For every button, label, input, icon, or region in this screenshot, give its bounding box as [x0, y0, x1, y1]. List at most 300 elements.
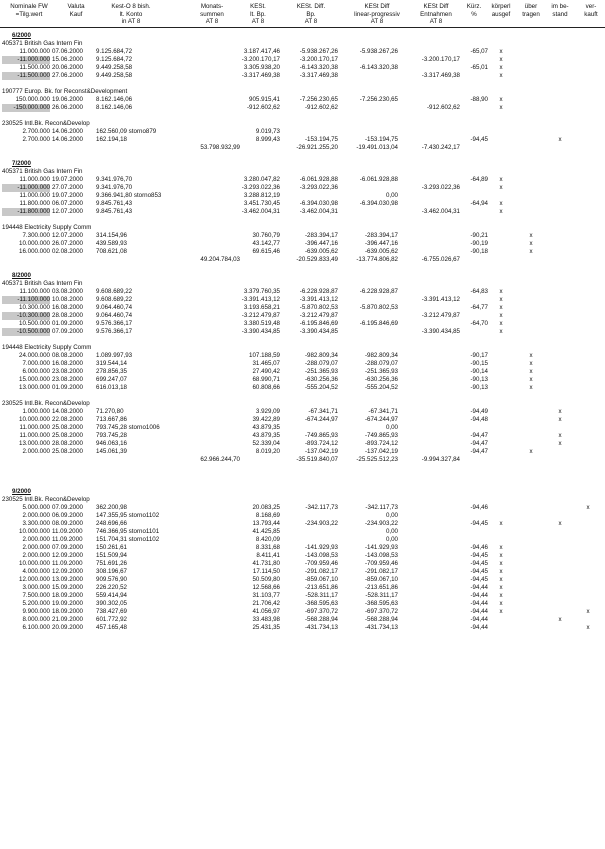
table-row [0, 240, 605, 248]
cell-bp: -3.212.479,87 [241, 312, 280, 319]
cell-kz: -94,45 [470, 576, 488, 583]
cell-bp: 3.280.047,82 [243, 176, 280, 183]
cell-v: 03.08.2000 [52, 288, 83, 295]
cell-bp: 39.422,89 [252, 416, 280, 423]
security-title [0, 40, 605, 48]
cell-n: -150.000.000 [2, 104, 50, 112]
table-row [0, 440, 605, 448]
cell-vk: x [586, 608, 590, 615]
security-name: 405371 British Gas Intern Fin [2, 40, 83, 47]
cell-diff: -3.212.479,87 [299, 312, 338, 319]
cell-bp: 31.103,77 [252, 592, 280, 599]
cell-bp: 12.568,66 [252, 584, 280, 591]
month-section-title [0, 488, 605, 496]
cell-n: 5.200.000 [22, 600, 50, 607]
cell-n: 11.000.000 [19, 48, 50, 55]
cell-n: 11.000.000 [19, 432, 50, 439]
cell-bp: 60.808,66 [252, 384, 280, 391]
cell-ue: x [529, 384, 533, 391]
security-title [0, 120, 605, 128]
cell-v: 27.07.2000 [52, 184, 83, 191]
cell-v: 14.06.2000 [52, 136, 83, 143]
cell-lin: -639.005,62 [364, 248, 398, 255]
security-name: 190777 Europ. Bk. for Reconst&Development [2, 88, 128, 95]
cell-diff: -431.734,13 [304, 624, 338, 631]
cell-n: 11.800.000 [19, 200, 50, 207]
security-title [0, 88, 605, 96]
cell-diff: -709.959,46 [304, 560, 338, 567]
cell-bp: 31.465,07 [252, 360, 280, 367]
cell-n: 2.000.000 [22, 552, 50, 559]
cell-bp: 41.425,85 [252, 528, 280, 535]
cell-kest: 9.608.689,22 [96, 288, 133, 295]
cell-kest: 151.509,94 [96, 552, 127, 559]
cell-kz: -88,90 [470, 96, 488, 103]
cell-kest: 248.696,66 [96, 520, 127, 527]
cell-kest: 8.162.146,06 [96, 104, 133, 111]
cell-kz: -94,49 [470, 408, 488, 415]
table-row [0, 608, 605, 616]
cell-v: 07.09.2000 [52, 504, 83, 511]
cell-v: 23.08.2000 [52, 376, 83, 383]
cell-lin: -25.525.512,23 [356, 456, 398, 463]
cell-kz: -90,13 [470, 376, 488, 383]
cell-lin: -6.394.030,98 [359, 200, 398, 207]
header-uebertragen: über tragen [522, 3, 540, 18]
month-label: 8/2000 [12, 272, 31, 279]
cell-ent: -3.391.413,12 [421, 296, 460, 303]
cell-diff: -137.042,19 [304, 448, 338, 455]
cell-n: 24.000.000 [19, 352, 50, 359]
cell-ib: x [558, 440, 562, 447]
cell-ka: x [499, 184, 503, 191]
cell-n: 13.000.000 [19, 384, 50, 391]
cell-ka: x [499, 208, 503, 215]
cell-bp: 8.420,09 [255, 536, 280, 543]
cell-ka: x [499, 584, 503, 591]
cell-n: 11.500.000 [19, 64, 50, 71]
cell-n: 6.000.000 [22, 368, 50, 375]
month-label: 6/2000 [12, 32, 31, 39]
cell-bp: -3.462.004,31 [241, 208, 280, 215]
cell-lin: -697.370,72 [364, 608, 398, 615]
cell-ent: -6.755.026,67 [421, 256, 460, 263]
cell-kz: -64,70 [470, 320, 488, 327]
cell-kest: 793.745,28 [96, 432, 127, 439]
header-kest-diff-entnahmen: KESt Diff Entnahmen AT 8 [420, 3, 452, 26]
cell-n: 5.000.000 [22, 504, 50, 511]
cell-ib: x [558, 136, 562, 143]
table-row [0, 304, 605, 312]
cell-n: 16.000.000 [19, 248, 50, 255]
cell-kz: -94,44 [470, 592, 488, 599]
cell-v: 11.09.2000 [52, 528, 83, 535]
cell-n: -10.300.000 [2, 312, 50, 320]
cell-kest: 9.064.460,74 [96, 312, 133, 319]
cell-ent: -3.390.434,85 [421, 328, 460, 335]
cell-bp: 33.483,98 [252, 616, 280, 623]
cell-ka: x [499, 56, 503, 63]
cell-v: 12.07.2000 [52, 232, 83, 239]
cell-n: -11.000.000 [2, 56, 50, 64]
cell-v: 01.09.2000 [52, 320, 83, 327]
cell-diff: -6.143.320,38 [299, 64, 338, 71]
table-row [0, 176, 605, 184]
cell-v: 28.08.2000 [52, 440, 83, 447]
cell-kest: 1.089.997,93 [96, 352, 133, 359]
cell-ka: x [499, 592, 503, 599]
cell-ka: x [499, 568, 503, 575]
cell-v: 28.08.2000 [52, 312, 83, 319]
cell-diff: -6.228.928,87 [299, 288, 338, 295]
cell-kest: 9.341.976,70 [96, 176, 133, 183]
cell-bp: -3.390.434,85 [241, 328, 280, 335]
cell-diff: -3.462.004,31 [299, 208, 338, 215]
cell-kz: -64,94 [470, 200, 488, 207]
cell-bp: 905.915,41 [249, 96, 280, 103]
cell-mon: 49.204.784,03 [200, 256, 240, 263]
header-koerperl: körperl ausgef [491, 3, 511, 18]
cell-kest: 751.691,26 [96, 560, 127, 567]
spacer-row [0, 264, 605, 272]
cell-ka: x [499, 520, 503, 527]
cell-ue: x [529, 360, 533, 367]
cell-bp: 3.305.938,20 [243, 64, 280, 71]
table-row [0, 424, 605, 432]
cell-diff: -5.870.802,53 [299, 304, 338, 311]
cell-ent: -3.462.004,31 [421, 208, 460, 215]
table-row [0, 376, 605, 384]
cell-ka: x [499, 544, 503, 551]
cell-lin: -137.042,19 [364, 448, 398, 455]
cell-n: 11.000.000 [19, 176, 50, 183]
cell-bp: -3.293.022,36 [241, 184, 280, 191]
security-name: 230525 Intl.Bk. Recon&Develop [2, 400, 90, 407]
cell-kz: -90,19 [470, 240, 488, 247]
cell-bp: 25.431,35 [252, 624, 280, 631]
cell-v: 15.06.2000 [52, 56, 83, 63]
cell-v: 26.07.2000 [52, 240, 83, 247]
cell-diff: -7.256.230,65 [299, 96, 338, 103]
spacer-row [0, 464, 605, 472]
cell-lin: -234.903,22 [364, 520, 398, 527]
table-row [0, 592, 605, 600]
cell-v: 07.06.2000 [52, 48, 83, 55]
table-row [0, 352, 605, 360]
cell-ib: x [558, 416, 562, 423]
table-row [0, 504, 605, 512]
cell-bp: 50.509,80 [252, 576, 280, 583]
table-row [0, 312, 605, 320]
cell-n: 2.700.000 [22, 136, 50, 143]
security-title [0, 280, 605, 288]
cell-kest: 601.772,92 [96, 616, 127, 623]
cell-kz: -90,18 [470, 248, 488, 255]
cell-diff: -982.809,34 [304, 352, 338, 359]
cell-kz: -94,44 [470, 608, 488, 615]
header-kest-diff-linear: KESt Diff linear-progressiv AT 8 [354, 3, 400, 26]
cell-kz: -64,83 [470, 288, 488, 295]
table-row [0, 96, 605, 104]
security-title [0, 496, 605, 504]
cell-n: 4.000.000 [22, 568, 50, 575]
cell-lin: -431.734,13 [364, 624, 398, 631]
cell-diff: -3.200.170,17 [299, 56, 338, 63]
cell-diff: -35.519.840,07 [296, 456, 338, 463]
cell-n: 7.000.000 [22, 360, 50, 367]
cell-bp: 43.879,35 [252, 424, 280, 431]
table-row [0, 104, 605, 112]
cell-diff: -555.204,52 [304, 384, 338, 391]
cell-lin: -674.244,97 [364, 416, 398, 423]
cell-lin: -143.098,53 [364, 552, 398, 559]
table-row [0, 64, 605, 72]
cell-bp: 43.142,77 [252, 240, 280, 247]
cell-kest: 9.449.258,58 [96, 64, 133, 71]
security-title [0, 400, 605, 408]
cell-lin: 0,00 [385, 424, 398, 431]
cell-bp: 3.288.812,19 [243, 192, 280, 199]
cell-ka: x [499, 104, 503, 111]
table-row [0, 512, 605, 520]
cell-ue: x [529, 232, 533, 239]
cell-diff: -3.390.434,85 [299, 328, 338, 335]
cell-kz: -94,47 [470, 440, 488, 447]
cell-n: 10.500.000 [19, 320, 50, 327]
cell-kest: 162.560,09 storno879 [96, 128, 157, 135]
cell-kest: 278.856,35 [96, 368, 127, 375]
cell-bp: 21.706,42 [252, 600, 280, 607]
cell-v: 06.07.2000 [52, 200, 83, 207]
spacer-row [0, 472, 605, 480]
cell-kest: 699.247,07 [96, 376, 127, 383]
security-name: 194448 Electricity Supply Comm [2, 344, 92, 351]
table-row [0, 584, 605, 592]
cell-v: 19.07.2000 [52, 176, 83, 183]
table-row [0, 48, 605, 56]
cell-lin: -630.256,36 [364, 376, 398, 383]
cell-bp: 8.411,41 [256, 552, 280, 559]
cell-v: 22.08.2000 [52, 416, 83, 423]
cell-lin: -368.595,63 [364, 600, 398, 607]
cell-ka: x [499, 312, 503, 319]
cell-kz: -94,45 [470, 552, 488, 559]
spacer-row [0, 480, 605, 488]
cell-ka: x [499, 600, 503, 607]
table-row [0, 568, 605, 576]
cell-kz: -90,13 [470, 384, 488, 391]
table-row [0, 528, 605, 536]
cell-kest: 390.302,05 [96, 600, 127, 607]
cell-ent: -912.602,62 [426, 104, 460, 111]
table-row [0, 128, 605, 136]
cell-kz: -94,44 [470, 616, 488, 623]
cell-v: 25.08.2000 [52, 448, 83, 455]
cell-bp: 3.451.730,45 [243, 200, 280, 207]
cell-v: 10.08.2000 [52, 296, 83, 303]
cell-n: 1.000.000 [22, 408, 50, 415]
cell-ue: x [529, 240, 533, 247]
cell-diff: -288.079,07 [304, 360, 338, 367]
cell-lin: 0,00 [385, 512, 398, 519]
cell-ka: x [499, 200, 503, 207]
cell-kest: 9.845.761,43 [96, 208, 133, 215]
cell-diff: -396.447,16 [304, 240, 338, 247]
cell-diff: -3.391.413,12 [299, 296, 338, 303]
cell-kest: 439.589,93 [96, 240, 127, 247]
cell-mon: 62.966.244,70 [200, 456, 240, 463]
cell-kest: 793.745,28 storno1006 [96, 424, 160, 431]
cell-n: 6.100.000 [22, 624, 50, 631]
cell-n: 7.300.000 [22, 232, 50, 239]
cell-diff: -639.005,62 [304, 248, 338, 255]
cell-lin: 0,00 [385, 536, 398, 543]
cell-kz: -94,44 [470, 600, 488, 607]
cell-ib: x [558, 432, 562, 439]
cell-n: 150.000.000 [15, 96, 50, 103]
cell-n: -11.100.000 [2, 296, 50, 304]
cell-lin: -283.394,17 [364, 232, 398, 239]
cell-bp: 41.731,80 [252, 560, 280, 567]
cell-kest: 362.200,98 [96, 504, 127, 511]
cell-kz: -94,45 [470, 568, 488, 575]
cell-bp: -912.602,62 [246, 104, 280, 111]
cell-n: 10.300.000 [19, 304, 50, 311]
table-row [0, 544, 605, 552]
cell-kest: 145.061,39 [96, 448, 127, 455]
cell-bp: 52.339,04 [252, 440, 280, 447]
cell-lin: -291.082,17 [364, 568, 398, 575]
cell-lin: 0,00 [385, 528, 398, 535]
cell-n: 2.000.000 [22, 512, 50, 519]
cell-kz: -94,46 [470, 544, 488, 551]
cell-v: 08.09.2000 [52, 520, 83, 527]
cell-bp: 43.879,35 [252, 432, 280, 439]
security-name: 194448 Electricity Supply Comm [2, 224, 92, 231]
table-row [0, 560, 605, 568]
cell-n: 3.000.000 [22, 584, 50, 591]
cell-kz: -64,89 [470, 176, 488, 183]
cell-n: 11.000.000 [19, 192, 50, 199]
cell-kz: -94,44 [470, 624, 488, 631]
cell-diff: -893.724,12 [304, 440, 338, 447]
cell-diff: -568.288,94 [304, 616, 338, 623]
month-label: 7/2000 [12, 160, 31, 167]
cell-kest: 616.013,18 [96, 384, 127, 391]
cell-v: 20.06.2000 [52, 64, 83, 71]
cell-bp: 8.999,43 [255, 136, 280, 143]
cell-kz: -94,48 [470, 416, 488, 423]
table-row [0, 448, 605, 456]
cell-kz: -94,47 [470, 448, 488, 455]
cell-kz: -94,45 [470, 560, 488, 567]
cell-v: 23.08.2000 [52, 368, 83, 375]
cell-n: 11.000.000 [19, 424, 50, 431]
cell-v: 12.09.2000 [52, 552, 83, 559]
cell-n: 13.000.000 [19, 440, 50, 447]
cell-lin: -6.228.928,87 [359, 288, 398, 295]
cell-kest: 9.608.689,22 [96, 296, 133, 303]
cell-kz: -65,07 [470, 48, 488, 55]
cell-bp: 30.760,79 [252, 232, 280, 239]
spacer-row [0, 216, 605, 224]
cell-kest: 9.064.460,74 [96, 304, 133, 311]
table-row [0, 232, 605, 240]
cell-diff: -3.317.469,38 [299, 72, 338, 79]
table-row [0, 616, 605, 624]
cell-v: 13.09.2000 [52, 576, 83, 583]
table-row [0, 384, 605, 392]
cell-n: 11.100.000 [19, 288, 50, 295]
cell-kest: 71.270,80 [96, 408, 124, 415]
cell-diff: -342.117,73 [305, 504, 338, 511]
cell-diff: -291.082,17 [304, 568, 338, 575]
cell-ka: x [499, 96, 503, 103]
cell-n: 9.900.000 [22, 608, 50, 615]
cell-v: 18.09.2000 [52, 608, 83, 615]
table-row [0, 248, 605, 256]
header-valuta: Valuta Kauf [67, 3, 85, 18]
cell-diff: -674.244,97 [304, 416, 338, 423]
spacer-row [0, 112, 605, 120]
cell-ent: -3.293.022,36 [421, 184, 460, 191]
cell-ka: x [499, 64, 503, 71]
cell-lin: -6.143.320,38 [359, 64, 398, 71]
cell-v: 26.06.2000 [52, 104, 83, 111]
cell-bp: 69.615,46 [252, 248, 280, 255]
cell-kest: 9.125.684,72 [96, 48, 133, 55]
table-row [0, 320, 605, 328]
cell-diff: -213.651,86 [304, 584, 338, 591]
cell-v: 27.06.2000 [52, 72, 83, 79]
cell-lin: -528.311,17 [365, 592, 398, 599]
cell-bp: 9.019,73 [255, 128, 280, 135]
cell-v: 19.06.2000 [52, 96, 83, 103]
cell-kz: -90,14 [470, 368, 488, 375]
security-name: 230525 Intl.Bk. Recon&Develop [2, 496, 90, 503]
cell-v: 12.09.2000 [52, 568, 83, 575]
cell-v: 25.08.2000 [52, 432, 83, 439]
table-row [0, 288, 605, 296]
cell-v: 07.09.2000 [52, 544, 83, 551]
cell-ent: -3.212.479,87 [421, 312, 460, 319]
cell-lin: 0,00 [385, 192, 398, 199]
table-row [0, 144, 605, 152]
cell-ue: x [529, 352, 533, 359]
cell-n: 10.000.000 [19, 528, 50, 535]
cell-n: 3.300.000 [22, 520, 50, 527]
spacer-row [0, 336, 605, 344]
cell-bp: 3.380.519,48 [243, 320, 280, 327]
cell-lin: -709.959,46 [364, 560, 398, 567]
cell-v: 14.08.2000 [52, 408, 83, 415]
cell-bp: 13.793,44 [252, 520, 280, 527]
cell-mon: 53.798.932,99 [200, 144, 240, 151]
cell-diff: -283.394,17 [304, 232, 338, 239]
table-row [0, 368, 605, 376]
cell-ka: x [499, 288, 503, 295]
cell-bp: 107.188,59 [249, 352, 280, 359]
cell-kz: -94,46 [470, 504, 488, 511]
table-row [0, 552, 605, 560]
cell-ent: -3.317.469,38 [421, 72, 460, 79]
cell-kest: 9.366.941,80 storno853 [96, 192, 162, 199]
table-row [0, 536, 605, 544]
cell-diff: -141.929,93 [304, 544, 338, 551]
cell-n: 10.000.000 [19, 240, 50, 247]
cell-kest: 559.414,94 [96, 592, 127, 599]
cell-kz: -90,21 [470, 232, 488, 239]
